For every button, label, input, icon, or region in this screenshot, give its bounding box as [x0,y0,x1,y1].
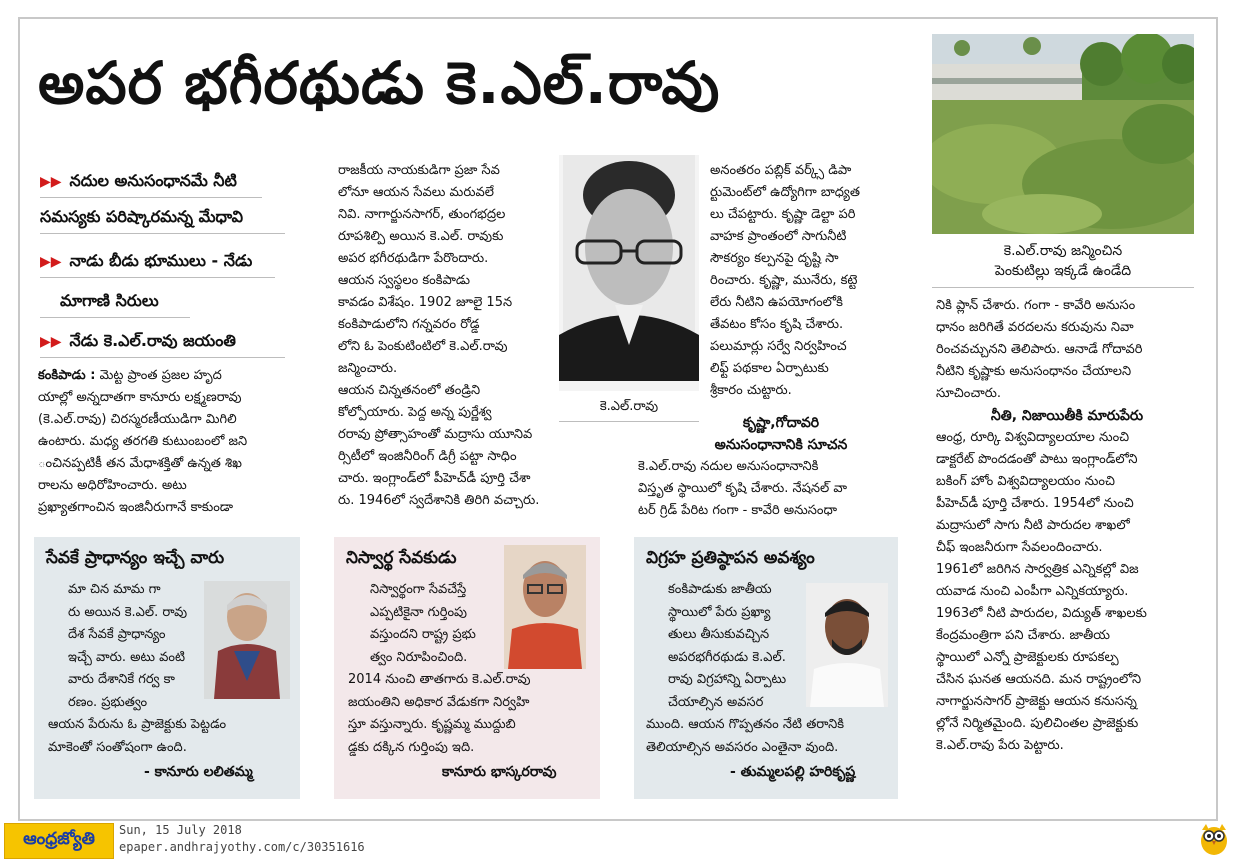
divider [40,277,275,278]
photo-caption-line-2: పెంకుటిల్లు ఇక్కడే ఉండేది [994,263,1132,279]
box-text-lower: ఆయన పేరును ఓ ప్రాజెక్టుకు పెట్టడం మాకెంతో సంతోషంగా ఉంది. [48,717,227,755]
column-1: కంకిపాడు : మెట్ట ప్రాంత ప్రజల హృద యాల్లో అన్నదాతగా కానూరు లక్ష్మణరావు (కె.ఎల్.రావు) చిరస్మరణీయుడిగా మిగిలి ఉంటారు. మధ్య తరగతి కుటుంబంలో జని ంచినప్పటికీ తన మేధాశక్తితో ఉన్నత శిఖ రాలను అధిరోహించారు. అటు ప్రఖ్యాతగాంచిన ఇంజినీరుగానే కాకుండా [38,368,248,515]
divider [40,197,262,198]
red-triangle-bullet-icon: ▶▶ [40,174,62,190]
portrait-lalithamma [204,581,290,699]
photo-caption [932,241,1194,281]
divider [40,233,285,234]
box-signature: - కానూరు లలితమ్మ [144,764,253,780]
box-title: నిస్వార్థ సేవకుడు [346,548,457,568]
footer-url[interactable]: epaper.andhrajyothy.com/c/30351616 [119,840,365,854]
column-3-cont: కె.ఎల్.రావు నదుల అనుసంధానానికి విస్తృత స్థాయిలో కృషి చేశారు. నేషనల్ వా టర్ గ్రిడ్ పేరిట గంగా - కావేరి అనుసంధా [638,459,848,518]
column-4: నికి ప్లాన్ చేశారు. గంగా - కావేరి అనుసం ధానం జరిగితే వరదలను కరువును నివా రించవచ్చునని తెలిపారు. ఆనాడే గోదావరి నీటిని కృష్ణాకు అనుసంధానం చేయాలని సూచించారు. నీతి, నిజాయితీకి మారుపేరు ఆంధ్ర, రూర్కి విశ్వవిద్యాలయాల నుంచి డాక్టరేట్ పొందడంతో పాటు ఇంగ్లాండ్‌లోని బకింగ్ హోం విశ్వవిద్యాలయం నుంచి పీహెచ్‌డీ పూర్తి చేశారు. 1954లో నుంచి మద్రాసులో సాగు నీటి పారుదల శాఖలో చీఫ్ ఇంజనీరుగా సేవలందించారు. 1961లో జరిగిన సార్వత్రిక ఎన్నికల్లో విజ యవాడ నుంచి ఎంపీగా ఎన్నికయ్యారు. 1963లో నీటి పారుదల, విద్యుత్ శాఖలకు కేంద్రమంత్రిగా పని చేశారు. జాతీయ స్థాయిలో ఎన్నో ప్రాజెక్టులకు రూపకల్ప చేసిన ఘనత ఆయనది. మన రాష్ట్రంలోని నాగార్జునసాగర్ ప్రాజెక్టు ఆయన కనుసన్న ల్లోనే నిర్మితమైంది. పులిచింతల ప్రాజెక్టుకు కె.ఎల్.రావు పేరు పెట్టారు. [936,295,1198,757]
portrait-harikrishna [806,583,888,707]
footer-date: Sun, 15 July 2018 [119,823,242,837]
subhead-krishna-godavari: కృష్ణా,గోదావరి అనుసంధానానికి సూచన [714,415,848,453]
box-signature: - తుమ్మలపల్లి హరికృష్ణ [730,764,856,780]
box-signature: కానూరు భాస్కరరావు [442,764,557,780]
column-3: అనంతరం పబ్లిక్ వర్క్స్ డిపా ర్టుమెంట్‌లో ఉద్యోగిగా బాధ్యత లు చేపట్టారు. కృష్ణా డెల్టా పరి వాహక ప్రాంతంలో సాగునీటి సౌకర్యం కల్పనపై దృష్టి సా రించారు. కృష్ణా, మునేరు, కట్టె లేరు నీటిని ఉపయోగంలోకి తేవటం కోసం కృషి చేశారు. పలుమార్లు సర్వే నిర్వహించ లిఫ్ట్ పథకాల ఏర్పాటుకు శ్రీకారం చుట్టారు. [710,163,860,398]
owl-mascot-icon [1199,822,1229,856]
quote-box-harikrishna [634,537,898,799]
highlight-1b: సమస్యకు పరిష్కారమన్న మేధావి [40,207,244,226]
box-text-upper: నిస్వార్థంగా సేవచేస్తే ఎప్పటికైనా గుర్తింపు వస్తుందని రాష్ట్ర ప్రభు త్వం నిరూపించింది. [370,582,476,665]
box-text-upper: కంకిపాడుకు జాతీయ స్థాయిలో పేరు ప్రఖ్యా తులు తీసుకువచ్చిన అపరభగీరథుడు కె.ఎల్. రావు విగ్రహాన్ని ఏర్పాటు చేయాల్సిన అవసర [668,582,787,710]
portrait-kl-rao [559,155,699,391]
column-2: రాజకీయ నాయకుడిగా ప్రజా సేవ లోనూ ఆయన సేవలు మరువలే నివి. నాగార్జునసాగర్, తుంగభద్రల రూపశిల్పి అయిన కె.ఎల్. రావుకు అపర భగీరథుడిగా పేరొందారు. ఆయన స్వస్థలం కంకిపాడు కావడం విశేషం. 1902 జూలై 15న కంకిపాడులోని గన్నవరం రోడ్డ లోని ఓ పెంకుటింటిలో కె.ఎల్.రావు జన్మించారు. ఆయన చిన్నతనంలో తండ్రిని కోల్పోయారు. పెద్ద అన్న పుర్ణేశ్వ రరావు ప్రోత్సాహంతో మద్రాసు యూనివ ర్సిటీలో ఇంజినీరింగ్ డిగ్రీ పట్టా సాధిం చారు. ఇంగ్లాండ్‌లో పీహెచ్‌డీ పూర్తి చేశా రు. 1946లో స్వదేశానికి తిరిగి వచ్చారు. [338,163,540,508]
box-title: సేవకే ప్రాధాన్యం ఇచ్చే వారు [46,548,225,568]
highlight-2: ▶▶ నాడు బీడు భూములు - నేడు [40,251,253,270]
portrait-bhaskararao [504,545,586,669]
photo-caption-line-1: కె.ఎల్.రావు జన్మించిన [1003,243,1123,259]
headline: అపర భగీరథుడు కె.ఎల్.రావు [38,49,721,117]
red-triangle-bullet-icon: ▶▶ [40,334,62,350]
highlight-2b: మాగాణి సిరులు [60,291,159,310]
dateline: కంకిపాడు : [38,368,96,383]
box-text-upper: మా చిన మామ గా రు అయిన కె.ఎల్. రావు దేశ సేవకే ప్రాధాన్యం ఇచ్చే వారు. అటు వంటి వారు దేశానికే గర్వ కా రణం. ప్రభుత్వం [68,582,188,710]
newspaper-page [18,17,1218,821]
quote-box-lalithamma [34,537,300,799]
box-text-lower: 2014 నుంచి తాతగారు కె.ఎల్.రావు జయంతిని అధికార వేడుకగా నిర్వహి స్తూ వస్తున్నారు. కృష్ణమ్మ ముద్దుబి డ్డకు దక్కిన గుర్తింపు ఇది. [348,672,531,755]
portrait-caption: కె.ఎల్.రావు [599,399,659,414]
subhead-integrity: నీతి, నిజాయితీకి మారుపేరు [990,408,1144,424]
box-title: విగ్రహ ప్రతిష్ఠాపన అవశ్యం [646,548,815,568]
andhrajyothy-logo: ఆంధ్రజ్యోతి [4,823,114,859]
red-triangle-bullet-icon: ▶▶ [40,254,62,270]
box-text-lower: ముంది. ఆయన గొప్పతనం నేటి తరానికి తెలియాల్సిన అవసరం ఎంతైనా వుంది. [646,717,844,755]
house-site-photo [932,34,1194,234]
divider [40,357,285,358]
highlight-1: ▶▶ నదుల అనుసంధానమే నీటి [40,171,237,190]
quote-box-bhaskararao [334,537,600,799]
divider [40,317,190,318]
highlight-3: ▶▶ నేడు కె.ఎల్.రావు జయంతి [40,331,236,350]
divider [932,287,1194,288]
